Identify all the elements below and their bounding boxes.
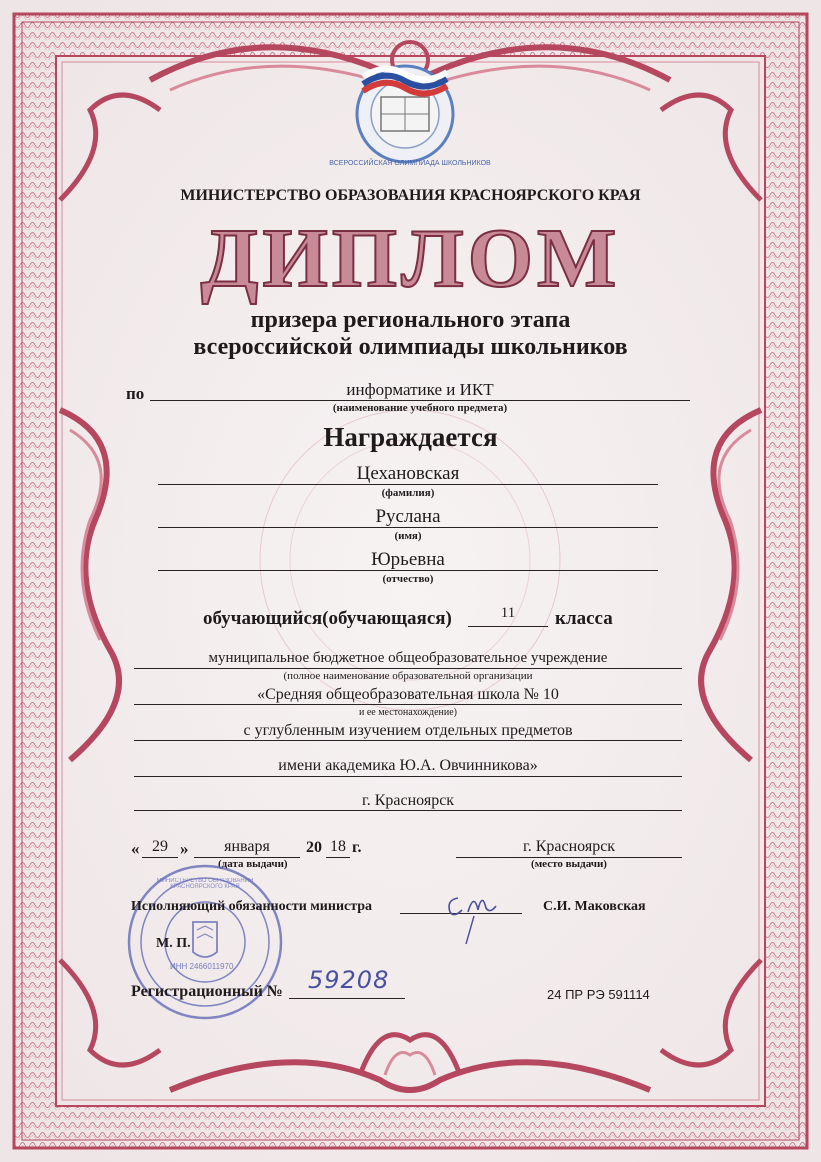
date-day-line [142, 857, 178, 858]
org-line4 [134, 776, 682, 777]
subject-value: информатике и ИКТ [346, 380, 494, 399]
org-caption1: (полное наименование образовательной организации [283, 670, 533, 682]
date-caption: (дата выдачи) [218, 858, 288, 870]
date-year-line [326, 857, 350, 858]
grade-prefix: обучающийся(обучающаяся) [203, 608, 452, 629]
registration-number: 59208 [308, 966, 390, 994]
subtitle-line1: призера регионального этапа [250, 307, 571, 333]
date-close-quote: » [180, 839, 189, 858]
surname-value: Цехановская [356, 463, 460, 484]
date-month: января [224, 838, 270, 855]
seal-inn-text: ИНН 2466011970 [170, 962, 234, 971]
date-open-quote: « [131, 839, 140, 858]
registration-line [289, 998, 405, 999]
date-year: 18 [330, 838, 346, 855]
grade-line [468, 626, 548, 627]
serial-number: 24 ПР РЭ 591114 [547, 987, 650, 1002]
patronymic-caption: (отчество) [382, 573, 434, 585]
ministry-title: МИНИСТЕРСТВО ОБРАЗОВАНИЯ КРАСНОЯРСКОГО КРАЯ [180, 187, 641, 204]
org-line1-text: муниципальное бюджетное общеобразовательное учреждение [208, 650, 608, 666]
seal-label: М. П. [156, 936, 191, 951]
name-value: Руслана [375, 506, 441, 527]
awarded-heading: Награждается [323, 422, 498, 452]
org-caption2: и ее местонахождение) [359, 707, 457, 718]
name-caption: (имя) [394, 530, 422, 542]
org-line3-text: с углубленным изучением отдельных предметов [243, 722, 573, 739]
diploma-title: ДИПЛОМ [200, 212, 621, 305]
place-value: г. Красноярск [522, 838, 616, 855]
surname-caption: (фамилия) [381, 487, 435, 499]
date-year-suffix: г. [352, 839, 362, 856]
olympiad-emblem-icon [345, 52, 465, 167]
org-line4-text: имени академика Ю.А. Овчинникова» [278, 757, 538, 774]
grade-suffix: класса [555, 608, 613, 629]
grade-value: 11 [500, 605, 516, 621]
org-line5-text: г. Красноярск [361, 792, 455, 809]
seal-ring-text: МИНИСТЕРСТВО ОБРАЗОВАНИЯ КРАСНОЯРСКОГО КРАЯ [156, 878, 254, 890]
registration-label: Регистрационный № [131, 983, 283, 1000]
org-line1 [134, 668, 682, 669]
date-day: 29 [152, 838, 168, 855]
org-line2-text: «Средняя общеобразовательная школа № 10 [257, 686, 559, 703]
place-caption: (место выдачи) [531, 858, 607, 870]
signatory-role: Исполняющий обязанности министра [131, 899, 373, 914]
org-line2 [134, 704, 682, 705]
subject-prefix: по [126, 384, 145, 403]
org-line5 [134, 810, 682, 811]
subject-caption: (наименование учебного предмета) [332, 402, 508, 414]
patronymic-value: Юрьевна [371, 549, 445, 570]
handwritten-signature-icon [438, 880, 508, 950]
date-year-prefix: 20 [306, 839, 322, 856]
signatory-name: С.И. Маковская [543, 899, 646, 914]
org-line3 [134, 740, 682, 741]
subtitle-line2: всероссийской олимпиады школьников [193, 334, 628, 360]
emblem-ring-text: ВСЕРОССИЙСКАЯ ОЛИМПИАДА ШКОЛЬНИКОВ [329, 160, 491, 167]
subject-line [150, 400, 690, 401]
